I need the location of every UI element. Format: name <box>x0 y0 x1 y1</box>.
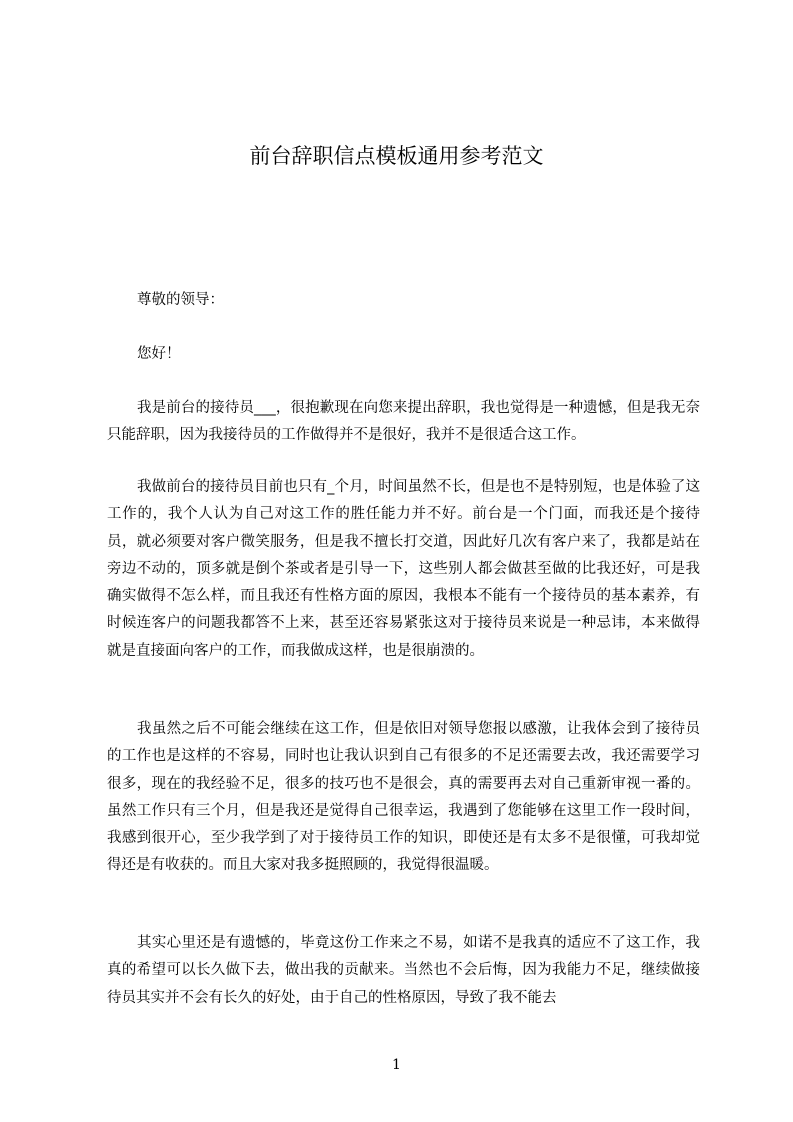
document-title: 前台辞职信点模板通用参考范文 <box>249 144 544 168</box>
paragraph-3: 我虽然之后不可能会继续在这工作，但是依旧对领导您报以感激，让我体会到了接待员的工作也是这样的不容易，同时也让我认识到自己有很多的不足还需要去改，我还需要学习很多，现在的我经验不足，很多的技巧也不是很会，真的需要再去对自己重新审视一番的。虽然工作只有三个月，但是我还是觉得自己很幸运，我遇到了您能够在这里工作一段时间，我感到很开心，至少我学到了对于接待员工作的知识，即使还是有太多不是很懂，可我却觉得还是有收获的。而且大家对我多挺照顾的，我觉得很温暖。 <box>107 721 700 874</box>
paragraph-1: 我是前台的接待员___，很抱歉现在向您来提出辞职，我也觉得是一种遗憾，但是我无奈只能辞职，因为我接待员的工作做得并不是很好，我并不是很适合这工作。 <box>107 400 700 444</box>
hello-line: 您好！ <box>137 346 181 362</box>
page-number: 1 <box>392 1057 401 1073</box>
paragraph-4: 其实心里还是有遗憾的，毕竟这份工作来之不易，如诺不是我真的适应不了这工作，我真的希望可以长久做下去，做出我的贡献来。当然也不会后悔，因为我能力不足，继续做接待员其实并不会有长久的好处，由于自己的性格原因，导致了我不能去 <box>107 935 700 1006</box>
paragraph-2: 我做前台的接待员目前也只有_个月，时间虽然不长，但是也不是特别短，也是体验了这工作的，我个人认为自己对这工作的胜任能力并不好。前台是一个门面，而我还是个接待员，就必须要对客户微笑服务，但是我不擅长打交道，因此好几次有客户来了，我都是站在旁边不动的，顶多就是倒个茶或者是引导一下，这些别人都会做甚至做的比我还好，可是我确实做得不怎么样，而且我还有性格方面的原因，我根本不能有一个接待员的基本素养，有时候连客户的问题我都答不上来，甚至还容易紧张这对于接待员来说是一种忌讳，本来做得就是直接面向客户的工作，而我做成这样，也是很崩溃的。 <box>107 479 700 659</box>
greeting: 尊敬的领导： <box>137 292 224 308</box>
